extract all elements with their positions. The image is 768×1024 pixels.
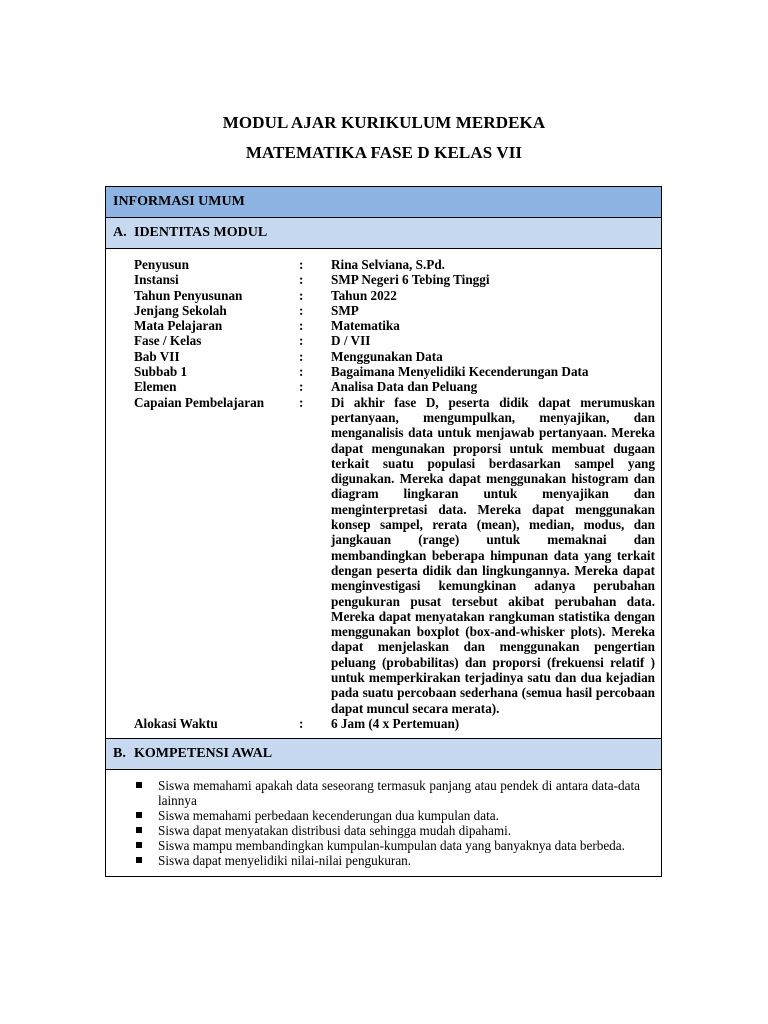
identitas-modul-section bbox=[106, 249, 661, 739]
informasi-umum-header: INFORMASI UMUM bbox=[106, 187, 661, 218]
identitas-row-mata-pelajaran bbox=[106, 318, 655, 333]
row-value: Di akhir fase D, peserta didik dapat merumuskan pertanyaan, mengumpulkan, menyajikan, dan menganalisis data untuk menjawab pertanyaan. Mereka dapat mengunakan proporsi untuk membuat dugaan terkait suatu populasi berdasarkan sampel yang digunakan. Mereka dapat menggunakan histogram dan diagram lingkaran untuk menyajikan dan menginterpretasi data. Mereka dapat menggunakan konsep sampel, rerata (mean), median, modus, dan jangkauan (range) untuk memaknai dan membandingkan beberapa himpunan data yang terkait dengan peserta didik dan lingkungannya. Mereka dapat menginvestigasi kemungkinan adanya perubahan pengukuran pusat tersebut akibat perubahan data. Mereka dapat menyatakan rangkuman statistika dengan menggunakan boxplot (box-and-whisker plots). Mereka dapat menjelaskan dan menggunakan pengertian peluang (probabilitas) dan proporsi (frekuensi relatif ) untuk memperkirakan terjadinya satu dan dua kejadian pada suatu percobaan sederhana (semua hasil percobaan dapat muncul secara merata). bbox=[331, 394, 655, 716]
row-label: Tahun Penyusunan bbox=[134, 287, 243, 303]
section-a-header bbox=[106, 218, 661, 249]
row-label: Alokasi Waktu bbox=[134, 715, 218, 731]
row-label: Penyusun bbox=[134, 257, 189, 272]
square-bullet-icon bbox=[136, 857, 142, 863]
list-item-text: Siswa dapat menyatakan distribusi data sehingga mudah dipahami. bbox=[158, 823, 512, 839]
section-a-number: A. bbox=[113, 225, 127, 240]
list-item bbox=[106, 823, 640, 838]
identitas-row-fase-kelas bbox=[106, 333, 655, 348]
section-b-header bbox=[106, 739, 661, 770]
row-colon: : bbox=[299, 348, 304, 364]
kompetensi-list bbox=[106, 778, 640, 868]
row-colon: : bbox=[299, 715, 304, 731]
identitas-row-tahun-penyusunan bbox=[106, 288, 655, 303]
identitas-row-penyusun bbox=[106, 257, 655, 272]
row-value: SMP bbox=[331, 302, 359, 318]
row-colon: : bbox=[299, 394, 304, 410]
row-value: SMP Negeri 6 Tebing Tinggi bbox=[331, 272, 490, 288]
row-value: Analisa Data dan Peluang bbox=[331, 379, 478, 395]
row-label: Instansi bbox=[134, 272, 179, 288]
row-value: Rina Selviana, S.Pd. bbox=[331, 257, 445, 272]
row-colon: : bbox=[299, 272, 304, 288]
list-item-text: Siswa memahami apakah data seseorang termasuk panjang atau pendek di antara data-data lainnya bbox=[158, 778, 640, 809]
identitas-row-capaian-pembelajaran bbox=[106, 395, 655, 716]
identitas-row-alokasi-waktu bbox=[106, 716, 655, 731]
list-item bbox=[106, 778, 640, 808]
row-colon: : bbox=[299, 364, 304, 380]
list-item bbox=[106, 853, 640, 868]
row-colon: : bbox=[299, 287, 304, 303]
list-item bbox=[106, 808, 640, 823]
informasi-umum-table bbox=[105, 186, 662, 877]
identitas-row-subbab bbox=[106, 364, 655, 379]
identitas-row-bab bbox=[106, 349, 655, 364]
list-item-text: Siswa dapat menyelidiki nilai-nilai pengukuran. bbox=[158, 853, 412, 869]
row-label: Elemen bbox=[134, 379, 177, 395]
square-bullet-icon bbox=[136, 842, 142, 848]
list-item bbox=[106, 838, 640, 853]
row-label: Fase / Kelas bbox=[134, 333, 202, 349]
row-value: Menggunakan Data bbox=[331, 348, 443, 364]
list-item-text: Siswa mampu membandingkan kumpulan-kumpulan data yang banyaknya data berbeda. bbox=[158, 838, 625, 854]
row-label: Bab VII bbox=[134, 348, 180, 364]
document-subtitle: MATEMATIKA FASE D KELAS VII bbox=[245, 143, 523, 162]
identitas-row-elemen bbox=[106, 379, 655, 394]
square-bullet-icon bbox=[136, 812, 142, 818]
square-bullet-icon bbox=[136, 782, 142, 788]
document-title: MODUL AJAR KURIKULUM MERDEKA bbox=[222, 113, 546, 132]
identitas-row-instansi bbox=[106, 272, 655, 287]
row-label: Jenjang Sekolah bbox=[134, 302, 227, 318]
row-colon: : bbox=[299, 333, 304, 349]
document-title-block bbox=[0, 108, 768, 168]
row-value: Tahun 2022 bbox=[331, 287, 397, 303]
row-colon: : bbox=[299, 379, 304, 395]
row-label: Capaian Pembelajaran bbox=[134, 394, 265, 410]
section-a-title: IDENTITAS MODUL bbox=[134, 225, 268, 240]
row-colon: : bbox=[299, 318, 304, 334]
row-value: Matematika bbox=[331, 318, 400, 334]
row-value: Bagaimana Menyelidiki Kecenderungan Data bbox=[331, 364, 589, 380]
square-bullet-icon bbox=[136, 827, 142, 833]
row-label: Subbab 1 bbox=[134, 364, 188, 380]
list-item-text: Siswa memahami perbedaan kecenderungan dua kumpulan data. bbox=[158, 808, 499, 824]
kompetensi-awal-section bbox=[106, 770, 661, 876]
section-b-number: B. bbox=[113, 746, 126, 762]
row-value: D / VII bbox=[331, 333, 371, 349]
row-value: 6 Jam (4 x Pertemuan) bbox=[331, 715, 460, 731]
row-label: Mata Pelajaran bbox=[134, 318, 223, 334]
row-colon: : bbox=[299, 257, 304, 272]
row-colon: : bbox=[299, 302, 304, 318]
identitas-row-jenjang-sekolah bbox=[106, 303, 655, 318]
section-b-title: KOMPETENSI AWAL bbox=[134, 746, 273, 762]
